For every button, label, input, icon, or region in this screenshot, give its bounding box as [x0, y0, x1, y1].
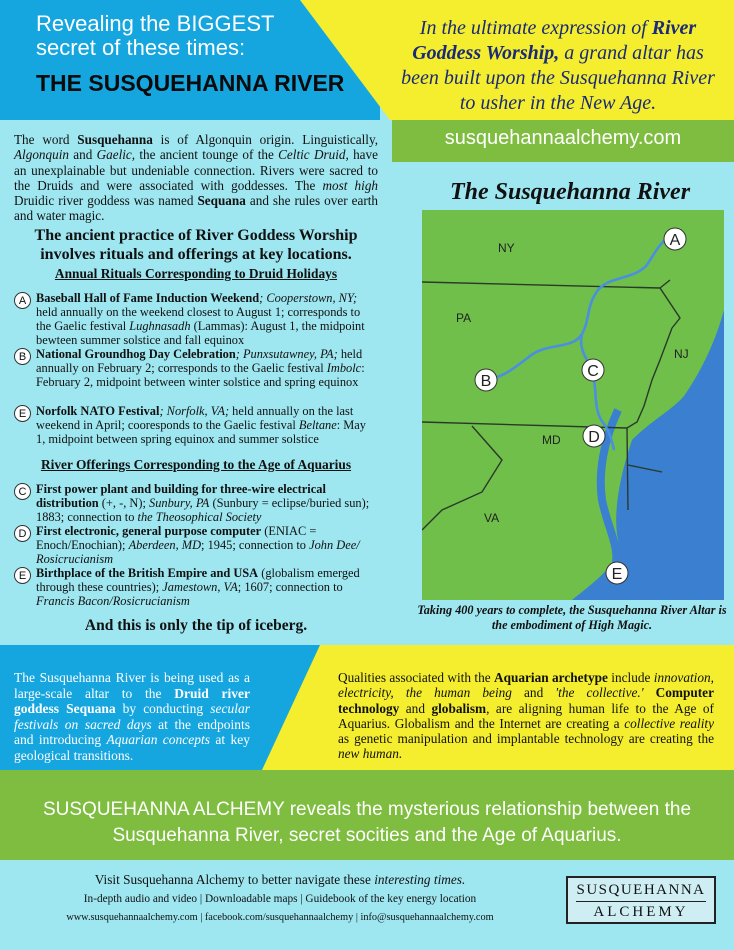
intro-paragraph: The word Susquehanna is of Algonquin origin. Linguistically, Algonquin and Gaelic, the ancient tounge of the Celtic Druid, have an unexplainable but undeniable connection. Rivers were sacred to the Druids and were associated with goddesses. The most high Druidic river goddess was named Sequana and she rules over earth and water magic. — [14, 132, 379, 224]
list-item — [14, 291, 378, 347]
list-item — [14, 566, 378, 608]
header-title: THE SUSQUEHANNA RIVER — [36, 70, 345, 96]
svg-text:B: B — [480, 373, 492, 390]
letter-badge: E — [14, 567, 31, 584]
map-pin-a[interactable] — [664, 228, 686, 250]
map-caption: Taking 400 years to complete, the Susquehanna River Altar is the embodiment of High Magic. — [417, 603, 727, 632]
brand-logo: SUSQUEHANNA ALCHEMY — [566, 876, 716, 924]
altar-paragraph: The Susquehanna River is being used as a large-scale altar to the Druid river goddess Sequana by conducting secular festivals on sacred days at the endpoints and introducing Aquarian concepts at key geological transitions. — [14, 670, 250, 763]
list-item — [14, 482, 378, 524]
list-item — [14, 347, 378, 403]
state-label-nj: NJ — [674, 347, 689, 361]
map-title: The Susquehanna River — [449, 179, 691, 205]
svg-text:E: E — [611, 566, 623, 583]
svg-text:A: A — [669, 232, 681, 249]
aquarian-paragraph: Qualities associated with the Aquarian archetype include innovation, electricity, the human being and 'the collective.' Computer technology and globalism, are aligning human life to the Age of Aquarius. Globalism and the Internet are creating a collective reality as genetic manipulation and implantable technology are creating the new human. — [338, 670, 714, 762]
state-label-md: MD — [542, 433, 561, 447]
header-subtitle: Revealing the BIGGEST secret of these times: — [36, 11, 275, 60]
header-tagline: In the ultimate expression of River Goddess Worship, a grand altar has been built upon the Susquehanna River to usher in the New Age. — [401, 17, 715, 114]
list-item-text: National Groundhog Day Celebration; Punxsutawney, PA; held annually on February 2; corresponds to the Gaelic festival Imbolc: February 2, midpoint between winter solstice and spring equinox — [36, 347, 365, 389]
footer-features: In-depth audio and video | Downloadable maps | Guidebook of the key energy location — [83, 893, 477, 905]
ancient-practice-heading: The ancient practice of River Goddess Worship involves rituals and offerings at key locations. — [34, 227, 358, 263]
letter-badge: C — [14, 483, 31, 500]
state-label-pa: PA — [456, 311, 472, 325]
website-url[interactable]: susquehannaalchemy.com — [444, 127, 682, 149]
tip-of-iceberg: And this is only the tip of iceberg. — [84, 617, 308, 634]
map-pin-b[interactable] — [475, 369, 497, 391]
letter-badge: E — [14, 405, 31, 422]
susquehanna-map — [422, 210, 724, 600]
list-item-text: Norfolk NATO Festival; Norfolk, VA; held annually on the last weekend in April; cooresponds to the Gaelic festival Beltane: May 1, midpoint between spring equinox and summer solstice — [36, 404, 366, 446]
letter-badge: D — [14, 525, 31, 542]
map-pin-e[interactable] — [606, 562, 628, 584]
svg-text:D: D — [588, 429, 600, 446]
map-pin-c[interactable] — [582, 359, 604, 381]
list-item — [14, 524, 378, 566]
offerings-heading: River Offerings Corresponding to the Age of Aquarius — [40, 457, 352, 472]
state-label-ny: NY — [498, 241, 515, 255]
state-label-va: VA — [484, 511, 500, 525]
footer-links[interactable]: www.susquehannaalchemy.com | facebook.com/susquehannaalchemy | info@susquehannaalchemy.com — [66, 912, 494, 923]
map-pin-d[interactable] — [583, 425, 605, 447]
banner-text: SUSQUEHANNA ALCHEMY reveals the mysterious relationship between the Susquehanna River, secret socities and the Age of Aquarius. — [42, 799, 692, 846]
list-item — [14, 404, 378, 450]
svg-text:C: C — [587, 363, 599, 380]
list-item-text: First electronic, general purpose computer (ENIAC = Enoch/Enochian); Aberdeen, MD; 1945; connection to John Dee/ Rosicrucianism — [36, 524, 360, 566]
list-item-text: First power plant and building for three-wire electrical distribution (+, -, N); Sunbury, PA (Sunbury = eclipse/buried sun); 1883; connection to the Theosophical Society — [36, 482, 370, 524]
rituals-heading: Annual Rituals Corresponding to Druid Holidays — [54, 266, 338, 281]
letter-badge: B — [14, 348, 31, 365]
letter-badge: A — [14, 292, 31, 309]
list-item-text: Baseball Hall of Fame Induction Weekend; Cooperstown, NY; held annually on the weekend closest to August 1; corresponds to the Gaelic festival Lughnasadh (Lammas): August 1, the midpoint bewteen summer solstice and fall equinox — [36, 291, 365, 347]
footer-visit-line: Visit Susquehanna Alchemy to better navigate these interesting times. — [94, 872, 466, 887]
list-item-text: Birthplace of the British Empire and USA (globalism emerged through these countries); Jamestown, VA; 1607; connection to Francis Bacon/Rosicrucianism — [36, 566, 360, 608]
